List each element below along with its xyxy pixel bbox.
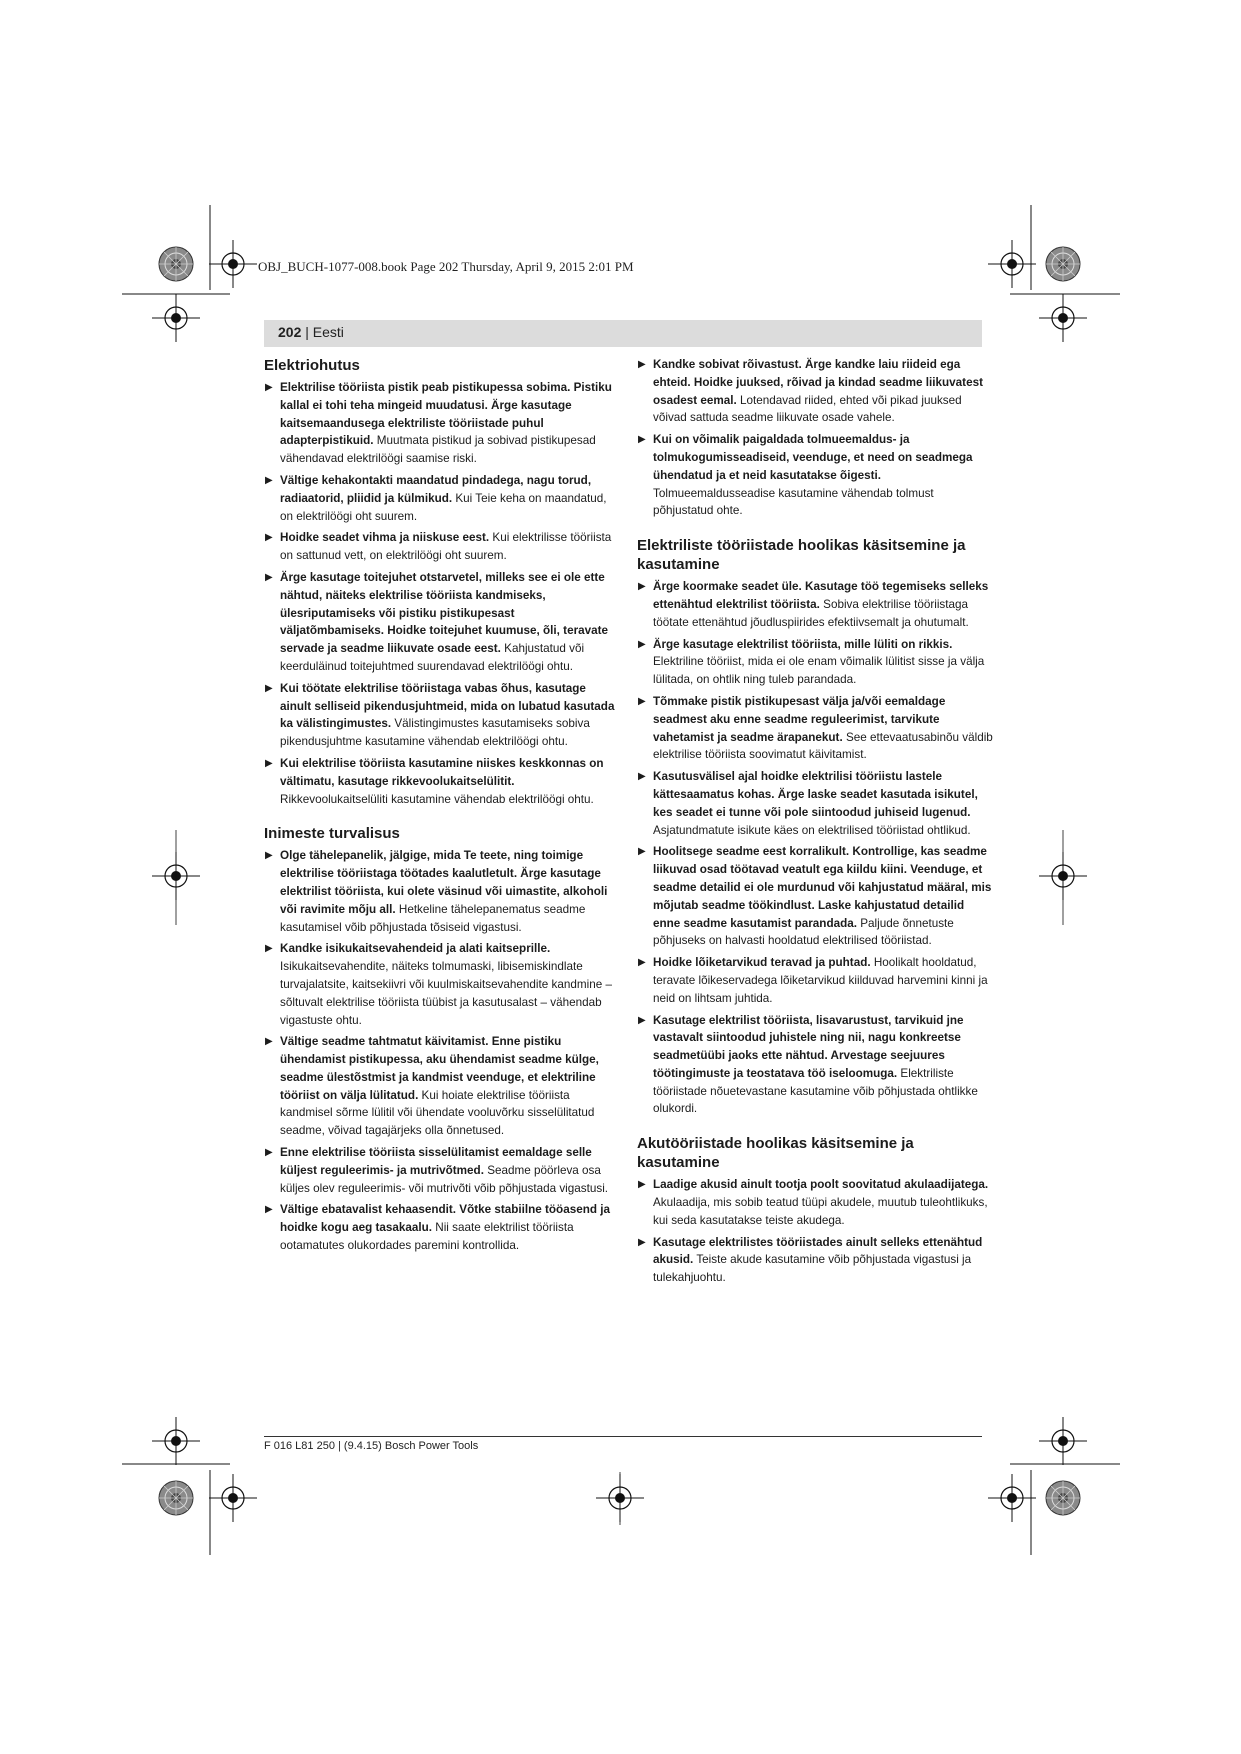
- color-rosette-bottom-right: [1046, 1481, 1080, 1515]
- list-item: [264, 379, 618, 468]
- safety-list: [637, 578, 993, 1118]
- item-lead: Hoidke lõiketarvikud teravad ja puhtad.: [653, 956, 871, 970]
- page-number: 202: [278, 324, 302, 340]
- item-text: Elektriline tööriist, mida ei ole enam võimalik lülitist sisse ja välja lülitada, on ohtlik ning tuleb parandada.: [653, 655, 985, 687]
- item-text: Nii saate elektrilist tööriista ootamatutes olukordades paremini kontrollida.: [280, 1221, 574, 1253]
- bullet-triangle-icon: ▶: [638, 695, 646, 707]
- bullet-triangle-icon: ▶: [638, 434, 646, 446]
- item-text: Hoolikalt hooldatud, teravate lõikeservadega lõiketarvikud kiilduvad harvemini kinni ja neid on lihtsam juhtida.: [653, 956, 988, 1005]
- safety-list: [637, 1176, 993, 1287]
- item-lead: Kasutage elektrilistes tööriistades ainult selleks ettenähtud akusid.: [653, 1235, 983, 1267]
- bullet-triangle-icon: ▶: [638, 359, 646, 370]
- running-header: [278, 324, 344, 340]
- item-text: Isikukaitsevahendite, näiteks tolmumaski, libisemiskindlate turvajalatsite, kaitsekiivri või kuulmiskaitsevahendite kandmine – sõltuvalt elektrilise tööriista tüübist ja kasutusalast – vähendab vigastuste ohtu.: [280, 960, 612, 1027]
- item-lead: Vältige seadme tahtmatut käivitamist. Enne pistiku ühendamist pistikupessa, aku ühendamist seadme külge, seadme ülestõstmist ja kandmist veenduge, et elektriline tööriist on välja lülitatud.: [280, 1035, 599, 1102]
- list-item: [637, 1176, 993, 1229]
- bullet-triangle-icon: ▶: [265, 571, 273, 583]
- item-text: Kui elektrilisse tööriista on sattunud vett, on elektrilöögi oht suurem.: [280, 531, 612, 563]
- item-lead: Kui töötate elektrilise tööriistaga vabas õhus, kasutage ainult selliseid pikendusjuhtmeid, mida on lubatud kasutada ka välistingimustes.: [280, 681, 615, 731]
- color-rosette-bottom-left: [159, 1481, 193, 1515]
- safety-list: [637, 356, 993, 520]
- item-text: Teiste akude kasutamine võib põhjustada vigastusi ja tulekahjuohtu.: [653, 1253, 972, 1285]
- bullet-triangle-icon: ▶: [265, 757, 273, 769]
- section-elektriohutus: [264, 356, 618, 808]
- item-lead: Kandke sobivat rõivastust. Ärge kandke laiu riideid ega ehteid. Hoidke juuksed, rõivad ja kindad seadme liikuvatest osadest eemal.: [653, 358, 983, 407]
- header-separator: |: [301, 324, 313, 340]
- section-continued: [637, 356, 993, 520]
- item-text: Kui Teie keha on maandatud, on elektrilöögi oht suurem.: [280, 491, 607, 523]
- bullet-triangle-icon: ▶: [265, 532, 273, 544]
- item-lead: Laadige akusid ainult tootja poolt soovitatud akulaadijatega.: [653, 1178, 989, 1192]
- bullet-triangle-icon: ▶: [265, 1204, 273, 1216]
- bullet-triangle-icon: ▶: [638, 1014, 646, 1026]
- bullet-triangle-icon: ▶: [265, 943, 273, 955]
- item-lead: Kasutage elektrilist tööriista, lisavarustust, tarvikuid jne vastavalt siintoodud juhistele ning nii, nagu konkreetse seadmetüübi jaoks ette nähtud. Arvestage seejuures töötingimuste ja teostatava töö iseloomuga.: [653, 1013, 964, 1080]
- bullet-triangle-icon: ▶: [638, 1179, 646, 1191]
- safety-list: [264, 847, 618, 1255]
- list-item: [264, 569, 618, 676]
- item-text: Tolmueemaldusseadise kasutamine vähendab tolmust põhjustatud ohte.: [653, 486, 934, 518]
- item-text: Hetkeline tähelepanematus seadme kasutamisel võib põhjustada tõsiseid vigastusi.: [280, 902, 586, 934]
- item-text: Sobiva elektrilise tööriistaga töötate ettenähtud jõudluspiirides efektiivsemalt ja ohutumalt.: [653, 597, 969, 629]
- section-title: Elektriohutus: [264, 357, 360, 374]
- list-item: [637, 693, 993, 764]
- item-lead: Ärge koormake seadet üle. Kasutage töö tegemiseks selleks ettenähtud elektrilist tööriista.: [653, 580, 989, 611]
- left-column: [264, 356, 618, 1259]
- section-inimeste-turvalisus: [264, 824, 618, 1255]
- bullet-triangle-icon: ▶: [265, 1036, 273, 1048]
- item-lead: Vältige ebatavalist kehaasendit. Võtke stabiilne tööasend ja hoidke kogu aeg tasakaalu.: [280, 1203, 610, 1235]
- item-text: Lotendavad riided, ehted või pikad juuksed võivad sattuda seadme liikuvate osade vahele.: [653, 393, 962, 425]
- item-text: Kahjustatud või keerduläinud toitejuhtmed suurendavad elektrilöögi ohtu.: [280, 642, 585, 673]
- list-item: [264, 1201, 618, 1254]
- section-title: Inimeste turvalisus: [264, 825, 400, 843]
- item-text: Rikkevoolukaitselüliti kasutamine vähendab elektrilöögi ohtu.: [280, 792, 594, 806]
- item-lead: Kui elektrilise tööriista kasutamine niiskes keskkonnas on vältimatu, kasutage rikkevoolukaitselülitit.: [280, 756, 604, 788]
- footer-text: F 016 L81 250 | (9.4.15) Bosch Power Tools: [264, 1440, 479, 1452]
- item-lead: Enne elektrilise tööriista sisselülitamist eemaldage selle küljest reguleerimis- ja mutrivõtmed.: [280, 1146, 592, 1177]
- list-item: [264, 755, 618, 808]
- bullet-triangle-icon: ▶: [265, 850, 273, 862]
- list-item: [637, 356, 993, 427]
- bullet-triangle-icon: ▶: [638, 1236, 646, 1248]
- bullet-triangle-icon: ▶: [638, 771, 646, 783]
- item-lead: Vältige kehakontakti maandatud pindadega, nagu torud, radiaatorid, pliidid ja külmikud.: [280, 473, 592, 505]
- running-header-band: [264, 320, 982, 347]
- section-akutooriistad: [637, 1134, 993, 1287]
- item-text: Asjatundmatute isikute käes on elektrilised tööriistad ohtlikud.: [653, 823, 971, 837]
- item-text: Elektriliste tööriistade nõuetevastane kasutamine võib põhjustada ohtlikke olukordi.: [653, 1066, 978, 1116]
- right-column: [637, 356, 993, 1291]
- bullet-triangle-icon: ▶: [638, 638, 646, 650]
- item-text: Akulaadija, mis sobib teatud tüüpi akudele, muutub tuleohtlikuks, kui seda kasutatakse teiste akudega.: [653, 1196, 988, 1227]
- print-slug-line: OBJ_BUCH-1077-008.book Page 202 Thursday, April 9, 2015 2:01 PM: [258, 259, 634, 274]
- item-lead: Ärge kasutage toitejuhet otstarvetel, milleks see ei ole ette nähtud, näiteks elektrilise tööriista kandmiseks, ülesriputamiseks või pistiku pistikupesast väljatõmbamiseks. Hoidke toitejuhet kuumuse, õli, teravate servade ja seadme liikuvate osade eest.: [280, 570, 609, 656]
- list-item: [264, 847, 618, 936]
- list-item: [264, 472, 618, 525]
- bullet-triangle-icon: ▶: [265, 474, 273, 486]
- list-item: [637, 1234, 993, 1287]
- item-lead: Olge tähelepanelik, jälgige, mida Te teete, ning toimige elektrilise tööriistaga töötades kaalutletult. Ärge kasutage elektrilist tööriista, kui olete väsinud või uimastite, alkoholi või ravimite mõju all.: [280, 849, 608, 916]
- list-item: [637, 768, 993, 839]
- list-item: [637, 636, 993, 689]
- bullet-triangle-icon: ▶: [638, 957, 646, 969]
- section-title: Akutööriistade hoolikas käsitsemine ja kasutamine: [637, 1135, 914, 1172]
- item-lead: Kui on võimalik paigaldada tolmueemaldus- ja tolmukogumisseadiseid, veenduge, et need on seadmega ühendatud ja et neid kasutatakse õigesti.: [653, 433, 973, 482]
- bullet-triangle-icon: ▶: [265, 682, 273, 694]
- color-rosette-top-left: [159, 247, 193, 281]
- list-item: [264, 940, 618, 1029]
- list-item: [637, 578, 993, 631]
- item-lead: Ärge kasutage elektrilist tööriista, mille lüliti on rikkis.: [653, 637, 953, 651]
- item-lead: Tõmmake pistik pistikupesast välja ja/või eemaldage seadmest aku enne seadme reguleerimist, tarvikute vahetamist ja seadme ärapanekut.: [653, 694, 946, 744]
- footer-rule: [264, 1436, 982, 1437]
- list-item: [637, 843, 993, 950]
- item-text: Seadme pöörleva osa küljes olev reguleerimis- või mutrivõti võib põhjustada vigastusi.: [280, 1163, 609, 1195]
- safety-list: [264, 379, 618, 808]
- bullet-triangle-icon: ▶: [638, 581, 646, 593]
- bullet-triangle-icon: ▶: [265, 382, 273, 393]
- bullet-triangle-icon: ▶: [638, 846, 646, 858]
- item-text: Välistingimustes kasutamiseks sobiva pikendusjuhtme kasutamine vähendab elektrilöögi ohtu.: [280, 717, 590, 749]
- color-rosette-top-right: [1046, 247, 1080, 281]
- list-item: [637, 1012, 993, 1119]
- list-item: [264, 529, 618, 565]
- list-item: [264, 1144, 618, 1197]
- item-text: Paljude õnnetuste põhjuseks on halvasti hooldatud elektrilised tööriistad.: [653, 916, 954, 948]
- item-text: See ettevaatusabinõu väldib elektrilise tööriista soovimatut käivitamist.: [653, 730, 993, 762]
- item-lead: Kasutusvälisel ajal hoidke elektrilisi tööriistu lastele kättesaamatus kohas. Ärge laske seadet kasutada isikutel, kes seadet ei tunne või pole siintoodud juhiseid lugenud.: [653, 770, 978, 819]
- item-lead: Elektrilise tööriista pistik peab pistikupessa sobima. Pistiku kallal ei tohi teha mingeid muudatusi. Ärge kasutage kaitsemaandusega elektriliste tööriistade puhul adapterpistikuid.: [280, 381, 612, 448]
- bullet-triangle-icon: ▶: [265, 1147, 273, 1159]
- item-text: Muutmata pistikud ja sobivad pistikupesad vähendavad elektrilöögi saamise riski.: [280, 434, 596, 466]
- item-lead: Kandke isikukaitsevahendeid ja alati kaitseprille.: [280, 942, 551, 956]
- header-language: Eesti: [312, 324, 344, 340]
- item-text: Kui hoiate elektrilise tööriista kandmisel sõrme lülitil või ühendate vooluvõrku sisselülitatud seadme, võivad tagajärjeks olla õnnetused.: [280, 1088, 595, 1138]
- list-item: [264, 680, 618, 751]
- list-item: [637, 431, 993, 520]
- section-tooriistade-kasitsemine: [637, 536, 993, 1118]
- section-title: Elektriliste tööriistade hoolikas käsitsemine ja kasutamine: [637, 537, 966, 574]
- list-item: [637, 954, 993, 1007]
- item-lead: Hoolitsege seadme eest korralikult. Kontrollige, kas seadme liikuvad osad töötavad veatult ega kiildu kiini. Veenduge, et seadme detailid ei ole murdunud või kahjustatud määral, mis mõjutab seadme töökindlust. Laske kahjustatud detailid enne seadme kasutamist parandada.: [653, 845, 992, 930]
- list-item: [264, 1033, 618, 1140]
- item-lead: Hoidke seadet vihma ja niiskuse eest.: [280, 531, 490, 545]
